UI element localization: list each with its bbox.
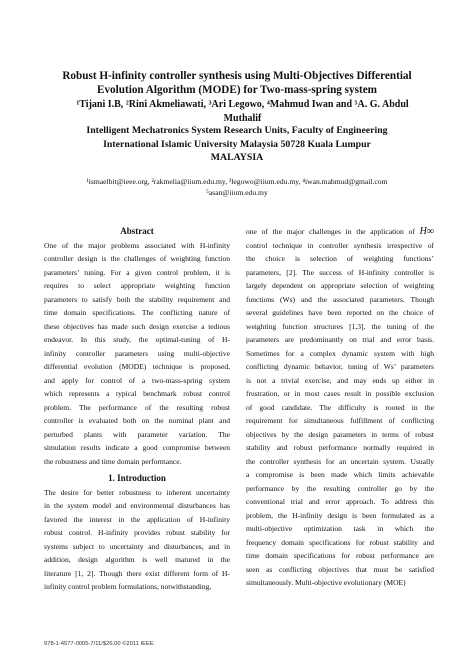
text-line: robust control. H-infinity provides robust stability for <box>44 528 230 538</box>
affiliation <box>44 124 430 165</box>
text-line: controller is evaluated both on the nominal plant and <box>44 416 230 426</box>
abstract-body <box>44 239 230 469</box>
text-line: the controller synthesis for an uncertain system. Usually <box>246 456 434 466</box>
text-line: these objectives has made such design exercise a tedious <box>44 321 230 331</box>
text-line: requirement for simultaneous fulfillment of conflicting <box>246 416 434 426</box>
text-line: The desire for better robustness to inherent uncertainty <box>44 487 230 497</box>
text-line: simultaneously. Multi-objective evolutionary (MOE) <box>246 578 406 588</box>
introduction-body <box>44 486 230 594</box>
text-line: conflicting dynamic behavior, tuning of Ws’ parameters <box>246 362 434 372</box>
affiliation-line: Intelligent Mechatronics System Research Units, Faculty of Engineering <box>86 125 388 136</box>
authors-line: ¹Tijani I.B, ²Rini Akmeliawati, ³Ari Legowo, ⁴Mahmud Iwan and ⁵A. G. Abdul <box>76 99 409 110</box>
copyright-footer: 978-1-4577-0005-7/11/$26.00 ©2011 IEEE <box>44 641 154 647</box>
text-line: time domain specifications for robust performance are <box>246 551 434 561</box>
text-line: simulation results indicate a good compromise between <box>44 443 230 453</box>
author-list <box>70 98 415 125</box>
text-line: requires to select appropriate weighting function <box>44 281 230 291</box>
text-line: parameters are predominantly on trial and error basis. <box>246 335 434 345</box>
text-line: control technique in controller synthesis irrespective of <box>246 240 434 250</box>
text-line: parameters to satisfy both the stability requirement and <box>44 294 230 304</box>
text-line: parameters’ tuning. For a given control problem, it is <box>44 267 230 277</box>
emails-line: ⁵asan@iium.edu.my <box>206 188 268 198</box>
text-line: one of the major challenges in the application of H∞ <box>246 226 434 237</box>
text-line: One of the major problems associated with H-infinity <box>44 240 230 250</box>
text-line: seen as conflicting objectives that must be satisfied <box>246 564 434 574</box>
text-line: several guidelines have been reported on the choice of <box>246 308 434 318</box>
text-line: infinity control problem formulations, notwithstanding, <box>44 582 212 592</box>
text-line: parameters, [2]. The success of H-infinity controller is <box>246 267 434 277</box>
text-line: the robustness and time domain performance. <box>44 456 182 466</box>
right-column-body <box>246 225 434 590</box>
text-line: the choice is selection of weighting functions’ <box>246 254 434 264</box>
title-line: Robust H-infinity controller synthesis using Multi-Objectives Differential <box>62 70 412 82</box>
text-line: which represents a typical benchmark robust control <box>44 389 230 399</box>
authors-line: Muthalif <box>223 112 262 124</box>
right-column <box>246 225 434 590</box>
text-line: stability and robust performance normally required in <box>246 443 434 453</box>
text-line: favored the interest in the application of H-infinity <box>44 514 230 524</box>
text-line: of good candidate. The difficulty is rooted in the <box>246 402 434 412</box>
text-line: perturbed plants with parameter variation. The <box>44 429 230 439</box>
emails-line: ¹ismaelbit@ieee.org, ²rakmelia@iium.edu.my, ³legowo@iium.edu.my, ⁴iwan.mahmud@gmail.com <box>86 177 388 186</box>
text-line: a compromise is been made which limits achievable <box>246 470 434 480</box>
text-line: Sometimes for a complex dynamic system with high <box>246 348 434 358</box>
text-line: problem, the H-infinity design is been formulated as a <box>246 510 434 520</box>
text-line: multi-objective optimization task in which the <box>246 524 434 534</box>
text-line: time domain specifications. The conflicting nature of <box>44 308 230 318</box>
text-line: and apply for control of a two-mass-spring system <box>44 375 230 385</box>
text-line: conventional trial and error approach. To address this <box>246 497 434 507</box>
text-line: frustration, or in most cases result in possible exclusion <box>246 389 434 399</box>
text-line: differential evolution (MODE) technique is proposed, <box>44 362 230 372</box>
text-line: addition, design algorithm is well matured in the <box>44 555 230 565</box>
text-line: performance by the resulting controller go by the <box>246 483 434 493</box>
text-line: weighting function structures [1,3], the tuning of the <box>246 321 434 331</box>
text-line: objectives by the design parameters in terms of robust <box>246 429 434 439</box>
text-line: in the system model and environmental disturbances has <box>44 501 230 511</box>
introduction-heading: 1. Introduction <box>108 473 166 484</box>
h-infinity-symbol: H∞ <box>419 226 434 237</box>
paper-title <box>40 70 434 97</box>
text-line: infinity controller parameters using multi-objective <box>44 348 230 358</box>
text-line: largely dependent on appropriate selection of weighting <box>246 281 434 291</box>
text-line: is not a trivial exercise, and may ends up either in <box>246 375 434 385</box>
author-emails <box>44 176 430 199</box>
text-line: frequency domain specifications for robust stability and <box>246 537 434 547</box>
title-line: Evolution Algorithm (MODE) for Two-mass-spring system <box>97 83 377 96</box>
abstract-heading: Abstract <box>120 226 154 236</box>
text-line: endeavor. In this study, the optimal-tuning of H- <box>44 335 230 345</box>
text-line: systems subject to uncertainty and disturbances, and in <box>44 541 230 551</box>
text-line: functions (Ws) and the associated parameters. Though <box>246 294 434 304</box>
text-line: controller design is the challenges of weighting function <box>44 254 230 264</box>
affiliation-line: International Islamic University Malaysia 50728 Kuala Lumpur <box>103 138 371 150</box>
left-column <box>44 225 230 594</box>
affiliation-line: MALAYSIA <box>210 152 264 164</box>
text-line: problem. The performance of the resulting robust <box>44 402 230 412</box>
text-line: literature [1, 2]. Though there exist different form of H- <box>44 568 230 578</box>
